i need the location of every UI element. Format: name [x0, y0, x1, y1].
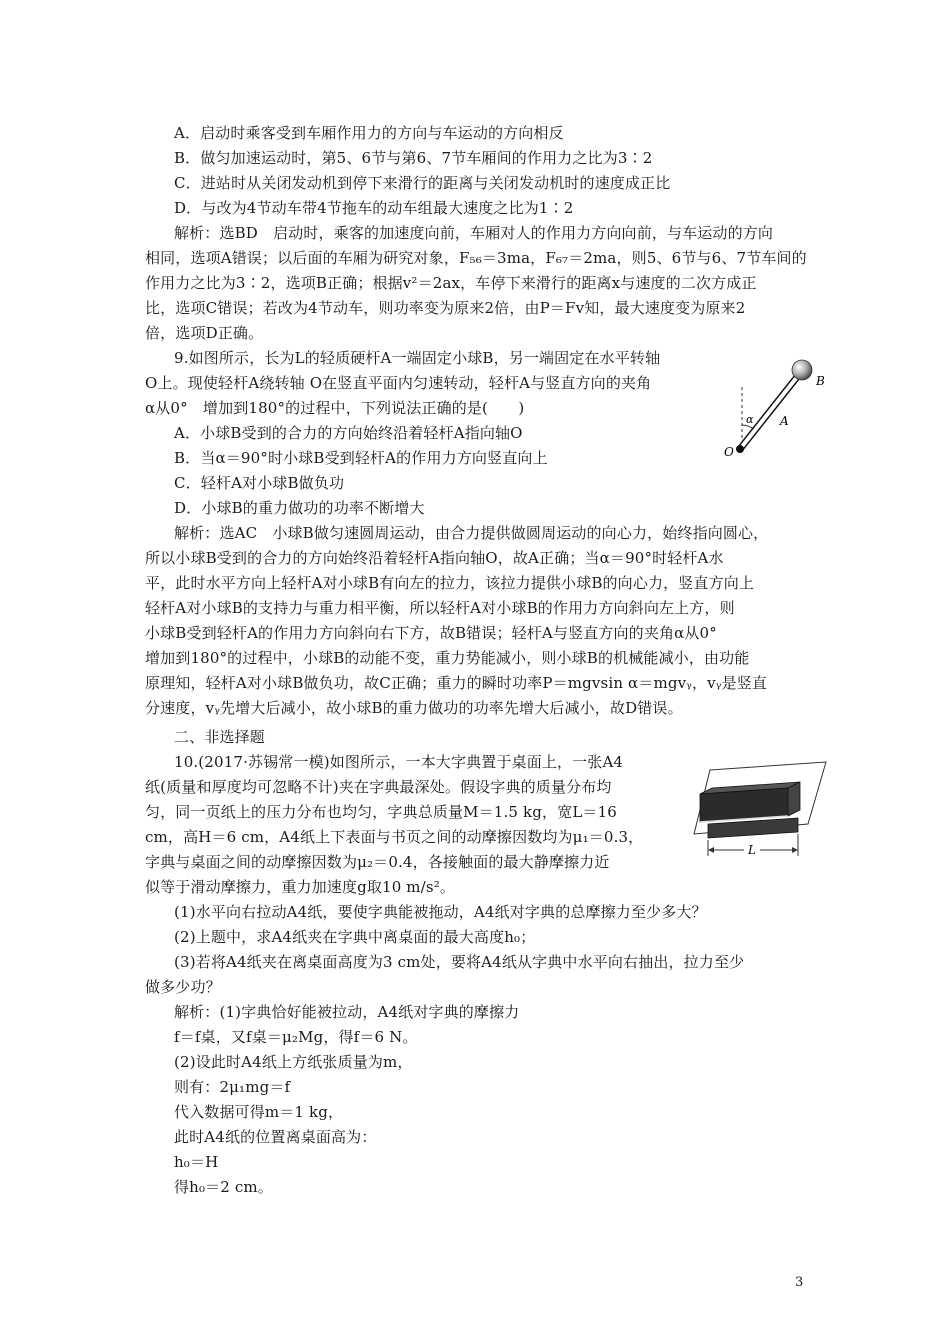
q10-solution-line: h₀＝H — [174, 1153, 219, 1171]
q10-stem-line: 字典与桌面之间的动摩擦因数为μ₂＝0.4，各接触面的最大静摩擦力近 — [145, 853, 610, 871]
dictionary-figure — [690, 752, 830, 862]
label-B: B — [816, 374, 825, 388]
q9-analysis-line: 轻杆A对小球B的支持力与重力相平衡，所以轻杆A对小球B的作用力方向斜向左上方，则 — [145, 599, 735, 617]
q9-analysis-line: 所以小球B受到的合力的方向始终沿着轻杆A指向轴O，故A正确；当α＝90°时轻杆A水 — [145, 549, 724, 567]
q10-solution-line: 此时A4纸的位置离桌面高为： — [174, 1128, 377, 1146]
q9-stem-line: O上。现使轻杆A绕转轴 O在竖直平面内匀速转动，轻杆A与竖直方向的夹角 — [145, 374, 652, 392]
q8-option-d: D．与改为4节动车带4节拖车的动车组最大速度之比为1∶2 — [174, 199, 574, 217]
q10-solution-line: 代入数据可得m＝1 kg， — [174, 1103, 344, 1121]
q8-analysis-line: 比，选项C错误；若改为4节动车，则功率变为原来2倍，由P＝Fv知，最大速度变为原来2 — [145, 299, 746, 317]
q10-part-3: (3)若将A4纸夹在离桌面高度为3 cm处，要将A4纸从字典中水平向右抽出，拉力至少 — [174, 953, 745, 971]
q10-part-1: (1)水平向右拉动A4纸，要使字典能被拖动，A4纸对字典的总摩擦力至少多大？ — [174, 903, 707, 921]
q9-analysis-line: 平，此时水平方向上轻杆A对小球B有向左的拉力，该拉力提供小球B的向心力，竖直方向上 — [145, 574, 755, 592]
q10-solution-line: 得h₀＝2 cm。 — [174, 1178, 273, 1196]
page-number: 3 — [795, 1275, 804, 1290]
q9-analysis-line: 小球B受到轻杆A的作用力方向斜向右下方，故B错误；轻杆A与竖直方向的夹角α从0° — [145, 624, 717, 642]
q10-solution-line: 则有：2μ₁mg＝f — [174, 1078, 291, 1096]
q9-analysis-line: 分速度，vᵧ先增大后减小，故小球B的重力做功的功率先增大后减小，故D错误。 — [145, 699, 683, 717]
q10-stem-line: 10.(2017·苏锡常一模)如图所示，一本大字典置于桌面上，一张A4 — [174, 753, 624, 771]
q9-analysis-line: 原理知，轻杆A对小球B做负功，故C正确；重力的瞬时功率P＝mgvsin α＝mgvᵧ，vᵧ是竖直 — [145, 674, 768, 692]
q8-analysis-line: 作用力之比为3∶2，选项B正确；根据v²＝2ax，车停下来滑行的距离x与速度的二次方成正 — [145, 274, 757, 292]
arrow-right — [792, 847, 798, 853]
q10-solution-line: f＝f桌，又f桌＝μ₂Mg，得f＝6 N。 — [174, 1028, 418, 1046]
q10-stem-line: 纸(质量和厚度均可忽略不计)夹在字典最深处。假设字典的质量分布均 — [145, 778, 612, 796]
q10-solution-line: 解析：(1)字典恰好能被拉动，A4纸对字典的摩擦力 — [174, 1003, 520, 1021]
q9-option-c: C．轻杆A对小球B做负功 — [174, 474, 345, 492]
q10-stem-line: 似等于滑动摩擦力，重力加速度g取10 m/s²。 — [145, 878, 456, 896]
q8-option-c: C．进站时从关闭发动机到停下来滑行的距离与关闭发动机时的速度成正比 — [174, 174, 671, 192]
q8-analysis-line: 倍，选项D正确。 — [145, 324, 264, 342]
q9-option-d: D．小球B的重力做功的功率不断增大 — [174, 499, 425, 517]
q9-analysis-line: 增加到180°的过程中，小球B的动能不变，重力势能减小，则小球B的机械能减小，由功能 — [145, 649, 750, 667]
ball-B — [792, 360, 812, 380]
q9-analysis-line: 解析：选AC 小球B做匀速圆周运动，由合力提供做圆周运动的向心力，始终指向圆心， — [174, 524, 769, 542]
q9-stem-line: 9.如图所示，长为L的轻质硬杆A一端固定小球B，另一端固定在水平转轴 — [174, 349, 661, 367]
section-heading: 二、非选择题 — [174, 728, 265, 746]
q10-stem-line: 匀，同一页纸上的压力分布也均匀，字典总质量M＝1.5 kg，宽L＝16 — [145, 803, 617, 821]
label-O: O — [724, 445, 734, 459]
pivot-O — [736, 445, 744, 453]
q10-solution-line: (2)设此时A4纸上方纸张质量为m， — [174, 1053, 413, 1071]
q8-option-a: A．启动时乘客受到车厢作用力的方向与车运动的方向相反 — [174, 124, 564, 142]
q8-analysis-line: 相同，选项A错误；以后面的车厢为研究对象，F₅₆＝3ma，F₆₇＝2ma，则5、6节与6、7节车间的 — [145, 249, 807, 267]
label-A: A — [780, 414, 789, 428]
q9-stem-line: α从0° 增加到180°的过程中，下列说法正确的是( ) — [145, 399, 525, 417]
arrow-left — [708, 847, 714, 853]
q8-option-b: B．做匀加速运动时，第5、6节与第6、7节车厢间的作用力之比为3∶2 — [174, 149, 653, 167]
label-L: L — [748, 843, 756, 857]
q10-part-2: (2)上题中，求A4纸夹在字典中离桌面的最大高度h₀； — [174, 928, 536, 946]
q8-analysis-line: 解析：选BD 启动时，乘客的加速度向前，车厢对人的作用力方向向前，与车运动的方向 — [174, 224, 774, 242]
q9-option-a: A．小球B受到的合力的方向始终沿着轻杆A指向轴O — [174, 424, 523, 442]
q9-option-b: B．当α＝90°时小球B受到轻杆A的作用力方向竖直向上 — [174, 449, 548, 467]
label-alpha: α — [746, 413, 754, 426]
q10-part-3-cont: 做多少功？ — [145, 978, 221, 996]
dictionary-side — [788, 782, 800, 816]
q10-stem-line: cm，高H＝6 cm，A4纸上下表面与书页之间的动摩擦因数均为μ₁＝0.3， — [145, 828, 644, 846]
rod-A — [740, 372, 801, 449]
rod-ball-figure — [720, 355, 830, 465]
